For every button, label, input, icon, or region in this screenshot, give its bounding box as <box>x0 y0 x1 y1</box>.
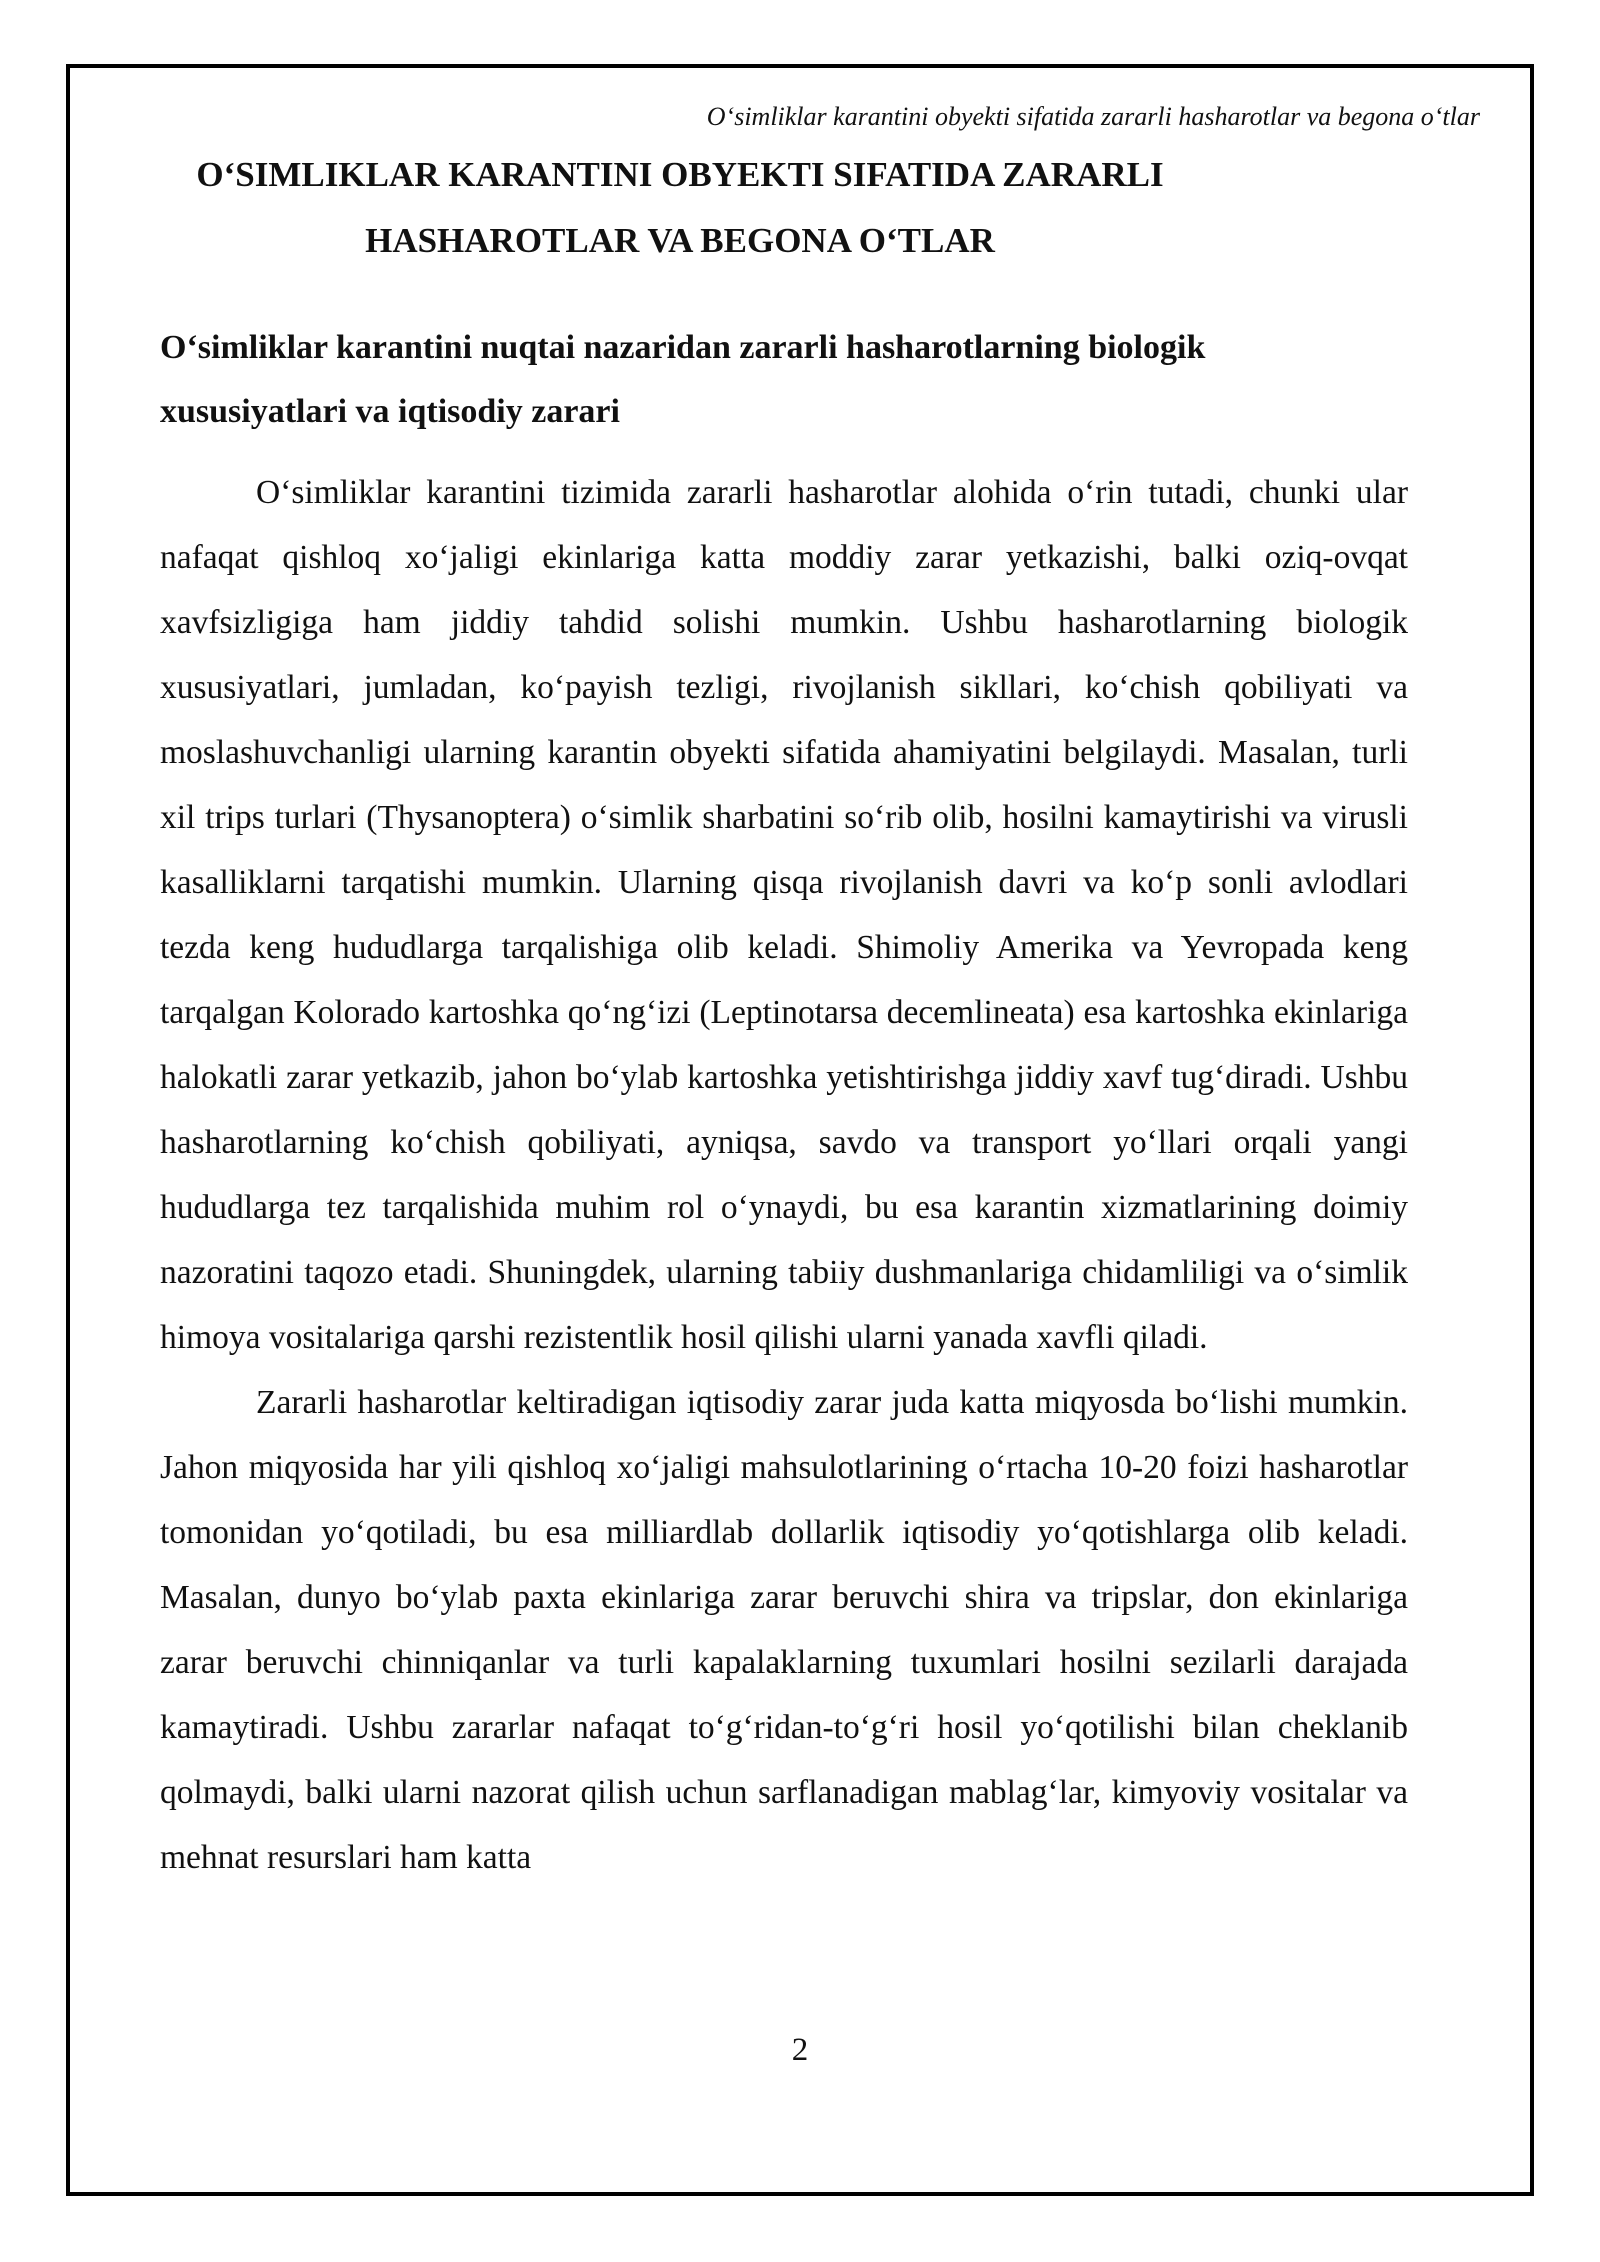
paragraph-1: O‘simliklar karantini tizimida zararli hasharotlar alohida o‘rin tutadi, chunki ular nafaqat qishloq xo‘jaligi ekinlariga katta moddiy zarar yetkazishi, balki oziq-ovqat xavfsizligiga ham jiddiy tahdid solishi mumkin. Ushbu hasharotlarning biologik xususiyatlari, jumladan, ko‘payish tezligi, rivojlanish sikllari, ko‘chish qobiliyati va moslashuvchanligi ularning karantin obyekti sifatida ahamiyatini belgilaydi. Masalan, turli xil trips turlari (Thysanoptera) o‘simlik sharbatini so‘rib olib, hosilni kamaytirishi va virusli kasalliklarni tarqatishi mumkin. Ularning qisqa rivojlanish davri va ko‘p sonli avlodlari tezda keng hududlarga tarqalishiga olib keladi. Shimoliy Amerika va Yevropada keng tarqalgan Kolorado kartoshka qo‘ng‘izi (Leptinotarsa decemlineata) esa kartoshka ekinlariga halokatli zarar yetkazib, jahon bo‘ylab kartoshka yetishtirishga jiddiy xavf tug‘diradi. Ushbu hasharotlarning ko‘chish qobiliyati, ayniqsa, savdo va transport yo‘llari orqali yangi hududlarga tez tarqalishida muhim rol o‘ynaydi, bu esa karantin xizmatlarining doimiy nazoratini taqozo etadi. Shuningdek, ularning tabiiy dushmanlariga chidamliligi va o‘simlik himoya vositalariga qarshi rezistentlik hosil qilishi ularni yanada xavfli qiladi. <box>160 474 1408 1356</box>
running-header: O‘simliklar karantini obyekti sifatida zararli hasharotlar va begona o‘tlar <box>706 102 1480 131</box>
body-text <box>160 460 1408 1890</box>
document-title <box>160 142 1200 274</box>
document-title-line-2: HASHAROTLAR VA BEGONA O‘TLAR <box>365 221 995 260</box>
page-number: 2 <box>791 2032 809 2068</box>
document-title-line-1: O‘SIMLIKLAR KARANTINI OBYEKTI SIFATIDA ZARARLI <box>196 155 1164 194</box>
paragraph-2: Zararli hasharotlar keltiradigan iqtisodiy zarar juda katta miqyosda bo‘lishi mumkin. Jahon miqyosida har yili qishloq xo‘jaligi mahsulotlarining o‘rtacha 10-20 foizi hasharotlar tomonidan yo‘qotiladi, bu esa milliardlab dollarlik iqtisodiy yo‘qotishlarga olib keladi. Masalan, dunyo bo‘ylab paxta ekinlariga zarar beruvchi shira va tripslar, don ekinlariga zarar beruvchi chinniqanlar va turli kapalaklarning tuxumlari hosilni sezilarli darajada kamaytiradi. Ushbu zararlar nafaqat to‘g‘ridan-to‘g‘ri hosil yo‘qotilishi bilan cheklanib qolmaydi, balki ularni nazorat qilish uchun sarflanadigan mablag‘lar, kimyoviy vositalar va mehnat resurslari ham katta <box>160 1384 1408 1876</box>
section-heading: O‘simliklar karantini nuqtai nazaridan zararli hasharotlarning biologik xususiyatlari va iqtisodiy zarari <box>160 329 1206 430</box>
